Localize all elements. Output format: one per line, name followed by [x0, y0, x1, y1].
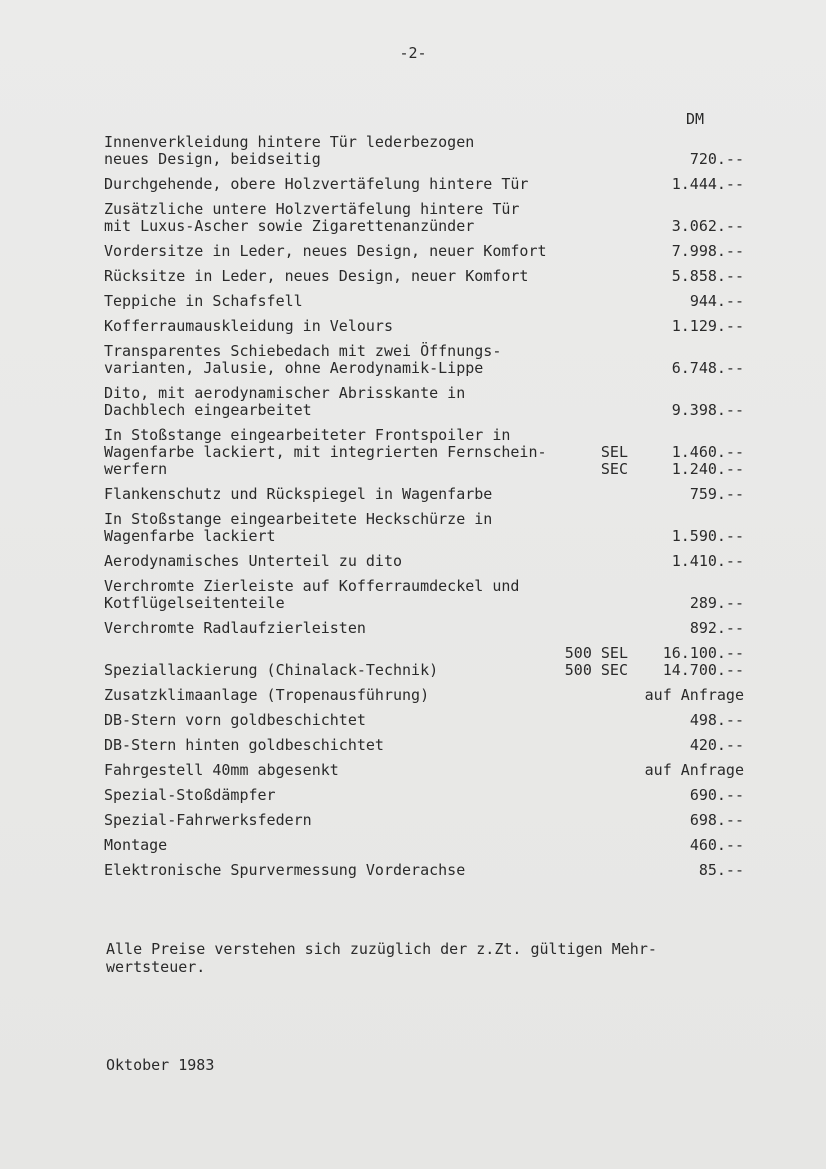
item-price: 1.444.--	[671, 175, 744, 193]
list-item	[104, 687, 744, 704]
list-item	[104, 486, 744, 503]
item-description: DB-Stern hinten goldbeschichtet	[104, 736, 384, 754]
list-item	[104, 712, 744, 729]
list-item	[104, 176, 744, 193]
currency-column-header: DM	[686, 110, 705, 128]
item-price: 420.--	[689, 736, 744, 754]
document-date: Oktober 1983	[106, 1056, 215, 1074]
item-description: Kofferraumauskleidung in Velours	[104, 317, 393, 335]
item-price: 1.410.--	[671, 552, 744, 570]
list-item	[104, 385, 744, 419]
item-description: Montage	[104, 836, 168, 854]
item-description: Elektronische Spurvermessung Vorderachse	[104, 861, 466, 879]
item-description: Teppiche in Schafsfell	[104, 292, 303, 310]
item-description: Zusatzklimaanlage (Tropenausführung)	[104, 686, 430, 704]
item-price: 85.--	[698, 861, 744, 879]
item-description: In Stoßstange eingearbeitete Heckschürze in Wagenfarbe lackiert	[104, 510, 493, 545]
list-item	[104, 862, 744, 879]
item-variant: SEL SEC	[600, 443, 628, 478]
item-description: Verchromte Zierleiste auf Kofferraumdeckel und Kotflügelseitenteile	[104, 577, 520, 612]
list-item	[104, 762, 744, 779]
item-description: Flankenschutz und Rückspiegel in Wagenfarbe	[104, 485, 493, 503]
item-price: 698.--	[689, 811, 744, 829]
item-description: Dito, mit aerodynamischer Abrisskante in Dachblech eingearbeitet	[104, 384, 466, 419]
list-item	[104, 787, 744, 804]
item-description: Aerodynamisches Unterteil zu dito	[104, 552, 403, 570]
item-description: Fahrgestell 40mm abgesenkt	[104, 761, 339, 779]
list-item	[104, 620, 744, 637]
item-description: Transparentes Schiebedach mit zwei Öffnungs- varianten, Jalusie, ohne Aerodynamik-Lippe	[104, 342, 502, 377]
item-price: 720.--	[689, 150, 744, 168]
item-description: Innenverkleidung hintere Tür lederbezogen neues Design, beidseitig	[104, 133, 475, 168]
list-item	[104, 511, 744, 545]
item-price: 690.--	[689, 786, 744, 804]
list-item	[104, 268, 744, 285]
list-item	[104, 134, 744, 168]
item-price: 892.--	[689, 619, 744, 637]
list-item	[104, 343, 744, 377]
item-price: 1.460.-- 1.240.--	[671, 443, 744, 478]
list-item	[104, 645, 744, 679]
list-item	[104, 553, 744, 570]
list-item	[104, 837, 744, 854]
item-description: Durchgehende, obere Holzvertäfelung hintere Tür	[104, 175, 529, 193]
item-variant: 500 SEL 500 SEC	[564, 644, 628, 679]
item-price: 9.398.--	[671, 401, 744, 419]
list-item	[104, 243, 744, 260]
item-price: 460.--	[689, 836, 744, 854]
item-description: Spezial-Fahrwerksfedern	[104, 811, 312, 829]
item-price: 16.100.-- 14.700.--	[662, 644, 744, 679]
item-price: 6.748.--	[671, 359, 744, 377]
list-item	[104, 737, 744, 754]
list-item	[104, 293, 744, 310]
item-price: 498.--	[689, 711, 744, 729]
item-description: Zusätzliche untere Holzvertäfelung hintere Tür mit Luxus-Ascher sowie Zigarettenanzünder	[104, 200, 520, 235]
list-item	[104, 812, 744, 829]
list-item	[104, 427, 744, 478]
item-price: auf Anfrage	[644, 761, 744, 779]
item-price: 1.590.--	[671, 527, 744, 545]
item-description: Spezial-Stoßdämpfer	[104, 786, 276, 804]
item-price: 7.998.--	[671, 242, 744, 260]
item-description: Speziallackierung (Chinalack-Technik)	[104, 661, 439, 679]
item-description: DB-Stern vorn goldbeschichtet	[104, 711, 366, 729]
item-price: 5.858.--	[671, 267, 744, 285]
page-number: -2-	[399, 44, 427, 62]
item-description: Rücksitze in Leder, neues Design, neuer Komfort	[104, 267, 529, 285]
item-price: 944.--	[689, 292, 744, 310]
item-price: 759.--	[689, 485, 744, 503]
item-price: 3.062.--	[671, 217, 744, 235]
price-list	[104, 134, 744, 887]
item-description: Verchromte Radlaufzierleisten	[104, 619, 366, 637]
item-price: 1.129.--	[671, 317, 744, 335]
list-item	[104, 318, 744, 335]
list-item	[104, 578, 744, 612]
item-description: Vordersitze in Leder, neues Design, neuer Komfort	[104, 242, 547, 260]
vat-footnote: Alle Preise verstehen sich zuzüglich der z.Zt. gültigen Mehr- wertsteuer.	[106, 940, 657, 976]
item-price: 289.--	[689, 594, 744, 612]
item-description: In Stoßstange eingearbeiteter Frontspoiler in Wagenfarbe lackiert, mit integrierten Fernschein- werfern	[104, 426, 547, 478]
item-price: auf Anfrage	[644, 686, 744, 704]
list-item	[104, 201, 744, 235]
